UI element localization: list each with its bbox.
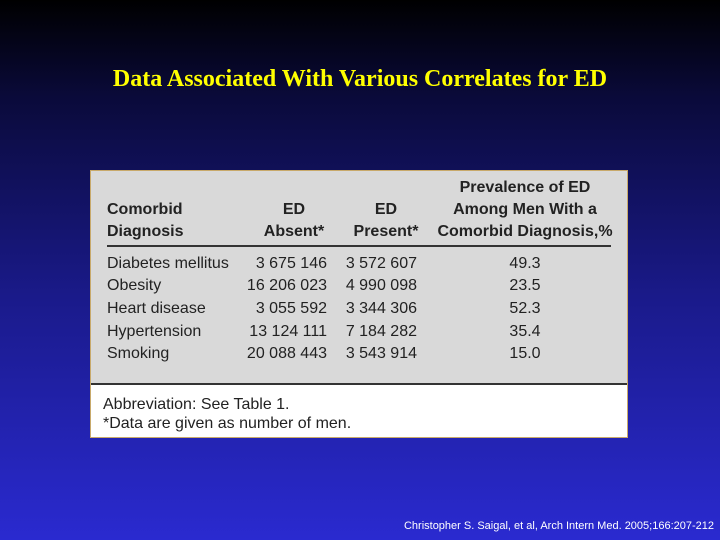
cell-diagnosis: Heart disease xyxy=(107,300,206,317)
cell-prevalence: 52.3 xyxy=(509,300,541,317)
cell-ed-present: 3 543 914 xyxy=(345,345,417,362)
cell-ed-present: 7 184 282 xyxy=(345,323,417,340)
cell-diagnosis: Smoking xyxy=(107,345,170,362)
cell-diagnosis: Obesity xyxy=(107,277,162,294)
cell-ed-absent: 16 206 023 xyxy=(246,277,327,294)
header-prevalence: Prevalence of ED Among Men With a Comorbid Diagnosis,% xyxy=(437,179,613,240)
cell-ed-present: 3 344 306 xyxy=(345,300,417,317)
cell-prevalence: 15.0 xyxy=(509,345,541,362)
slide-title: Data Associated With Various Correlates for ED xyxy=(112,66,608,92)
header-ed-present: ED Present* xyxy=(353,201,419,240)
cell-ed-absent: 3 055 592 xyxy=(255,300,327,317)
cell-ed-present: 4 990 098 xyxy=(345,277,417,294)
cell-diagnosis: Diabetes mellitus xyxy=(107,255,229,272)
table-body xyxy=(91,171,627,383)
cell-prevalence: 49.3 xyxy=(509,255,541,272)
cell-diagnosis: Hypertension xyxy=(107,323,202,340)
header-ed-absent: ED Absent* xyxy=(263,201,325,240)
cell-ed-absent: 3 675 146 xyxy=(255,255,327,272)
table-footnotes xyxy=(91,383,627,437)
cell-ed-absent: 13 124 111 xyxy=(249,323,327,340)
cell-prevalence: 23.5 xyxy=(509,277,541,294)
cell-prevalence: 35.4 xyxy=(509,323,541,340)
cell-ed-present: 3 572 607 xyxy=(345,255,417,272)
header-rule xyxy=(107,245,611,247)
cell-ed-absent: 20 088 443 xyxy=(246,345,327,362)
footnote-abbreviation: Abbreviation: See Table 1. xyxy=(103,396,290,413)
citation: Christopher S. Saigal, et al, Arch Intern Med. 2005;166:207-212 xyxy=(403,520,714,532)
header-comorbid-diagnosis: Comorbid Diagnosis xyxy=(107,201,184,240)
footnote-data-units: *Data are given as number of men. xyxy=(103,415,352,432)
data-table xyxy=(90,170,628,438)
